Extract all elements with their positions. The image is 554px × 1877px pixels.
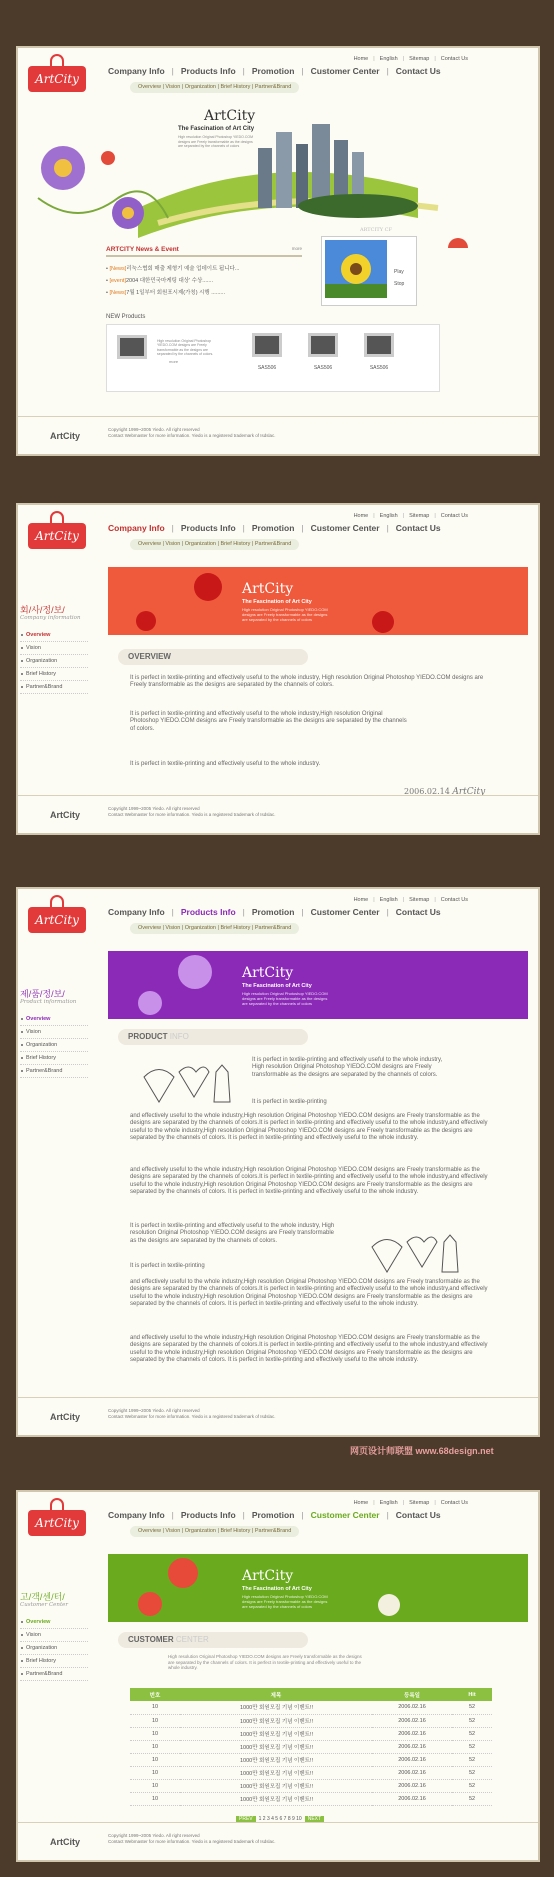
footer: [18, 416, 538, 454]
banner-title: ArtCity: [242, 1568, 294, 1584]
nav-company-info[interactable]: Company Info: [108, 523, 165, 533]
news-item[interactable]: • [News]7월 1일부터 회원포시제(가칭) 시행 .........: [106, 290, 225, 296]
news-item[interactable]: • [event]2004 대한민국마케팅 대상' 수상.......: [106, 278, 213, 284]
column-header[interactable]: Hit: [468, 1691, 476, 1698]
news-more-link[interactable]: more: [291, 246, 302, 251]
english-link[interactable]: English: [379, 56, 398, 62]
sitemap-link[interactable]: Sitemap: [409, 513, 430, 519]
customer-panel: [16, 1490, 540, 1862]
side-menu-vision[interactable]: Vision: [20, 642, 88, 655]
table-cell: 2006.02.16: [398, 1717, 426, 1724]
footer: [18, 1822, 538, 1860]
stop-button[interactable]: Stop: [394, 281, 405, 287]
footer-brand: ArtCity: [50, 1412, 81, 1422]
side-menu-overview[interactable]: Overview: [20, 1013, 88, 1026]
section-heading: PRODUCT INFO: [118, 1029, 308, 1045]
footer-copyright: Copyright 1999~2005 Yiedo. All right reserved Contact Webmaster for more information. Yiedo is a registered trademark of Isdslac.: [108, 806, 276, 817]
side-menu-vision[interactable]: Vision: [20, 1026, 88, 1039]
nav-contact-us[interactable]: Contact Us: [395, 907, 441, 917]
products-banner: [108, 951, 528, 1019]
table-cell: 52: [468, 1717, 476, 1724]
overview-date: 2006.02.14 ArtCity: [404, 787, 486, 797]
side-menu-organization[interactable]: Organization: [20, 655, 88, 668]
side-menu: [20, 1013, 88, 1078]
english-link[interactable]: English: [379, 897, 398, 903]
watermark: 网页设计师联盟 www.68design.net: [350, 1446, 494, 1456]
table-cell: 52: [468, 1782, 476, 1789]
product-intro: It is perfect in textile-printing and effectively useful to the whole industry, High resolution Original Photoshop YIEDO.COM designs are Freely transformable as the designs are separated by the channels of colors.: [252, 1057, 443, 1078]
side-menu: [20, 1616, 88, 1681]
table-cell: 2006.02.16: [398, 1730, 426, 1737]
logo[interactable]: ArtCity: [28, 1498, 86, 1538]
nav-company-info[interactable]: Company Info: [108, 66, 165, 76]
product-intro: It is perfect in textile-printing: [252, 1099, 327, 1105]
play-button[interactable]: Play: [394, 269, 404, 275]
cf-video[interactable]: [321, 236, 417, 306]
side-menu-brief-history[interactable]: Brief History: [20, 668, 88, 681]
table-cell: 10: [151, 1704, 159, 1711]
product-paragraph: and effectively useful to the whole industry,High resolution Original Photoshop YIEDO.COM designs are Freely transformable as the designs are separated by the channels of colors.It is perfect in textile-printing and effectively useful to the whole industry,and effectively useful to the whole industry,High resolution Original Photoshop YIEDO.COM designs are Freely transformable as the designs are separated by the channels of colors. It is perfect in textile-printing and effectively useful to the whole industry.: [130, 1335, 488, 1364]
table-row[interactable]: [130, 1714, 492, 1727]
banner-subtitle: The Fascination of Art City: [242, 599, 312, 605]
home-panel: [16, 46, 540, 456]
top-links: Home | English | Sitemap | Contact Us: [353, 513, 468, 519]
overview-paragraph: It is perfect in textile-printing and effectively useful to the whole industry, High resolution Original Photoshop YIEDO.COM designs are Freely transformable as the designs are separated by the channels of colors.: [130, 675, 484, 689]
nav-promotion[interactable]: Promotion: [251, 1510, 295, 1520]
nav-customer-center[interactable]: Customer Center: [310, 66, 380, 76]
nav-contact-us[interactable]: Contact Us: [395, 66, 441, 76]
table-cell: 52: [468, 1743, 476, 1750]
top-links: Home | English | Sitemap | Contact Us: [353, 897, 468, 903]
nav-products-info[interactable]: Products Info: [180, 1510, 236, 1520]
table-row[interactable]: [130, 1701, 492, 1714]
notice-rows: [130, 1701, 492, 1805]
nav-customer-center[interactable]: Customer Center: [310, 907, 380, 917]
company-panel: [16, 503, 540, 835]
product-image[interactable]: [117, 335, 147, 359]
banner-subtitle: The Fascination of Art City: [242, 1586, 312, 1592]
side-title: 제/품/정/보/: [20, 989, 65, 999]
table-cell[interactable]: 1000만 회원모집 기념 이벤트!!: [240, 1770, 314, 1777]
table-cell: 10: [151, 1717, 159, 1724]
table-cell[interactable]: 1000만 회원모집 기념 이벤트!!: [240, 1783, 314, 1790]
side-menu: [20, 629, 88, 694]
product-paragraph: and effectively useful to the whole industry,High resolution Original Photoshop YIEDO.COM designs are Freely transformable as the designs are separated by the channels of colors.It is perfect in textile-printing and effectively useful to the whole industry,and effectively useful to the whole industry,High resolution Original Photoshop YIEDO.COM designs are Freely transformable as the designs are separated by the channels of colors. It is perfect in textile-printing and effectively useful to the whole industry.: [130, 1279, 488, 1308]
company-banner: [108, 567, 528, 635]
contact-link[interactable]: Contact Us: [440, 513, 468, 519]
banner-text: High resolution Original Photoshop YIEDO.COM designs are Freely transformable as the designs are separated by the channels of colors: [242, 1594, 328, 1609]
table-cell: 2006.02.16: [398, 1782, 426, 1789]
main-nav: Company Info | Products Info | Promotion | Customer Center | Contact Us: [108, 907, 441, 917]
side-menu-partner-brand[interactable]: Partner&Brand: [20, 681, 88, 694]
nav-promotion[interactable]: Promotion: [251, 907, 295, 917]
table-row[interactable]: [130, 1753, 492, 1766]
contact-link[interactable]: Contact Us: [440, 1500, 468, 1506]
side-menu-partner-brand[interactable]: Partner&Brand: [20, 1065, 88, 1078]
sub-nav[interactable]: Overview | Vision | Organization | Brief History | Partner&Brand: [130, 1526, 299, 1537]
prev-button[interactable]: PREV: [236, 1816, 256, 1822]
footer-copyright: Copyright 1999~2005 Yiedo. All right reserved Contact Webmaster for more information. Yiedo is a registered trademark of Isdslac.: [108, 427, 276, 438]
table-cell: 2006.02.16: [398, 1704, 426, 1711]
table-cell[interactable]: 1000만 회원모집 기념 이벤트!!: [240, 1731, 314, 1738]
hero-subtitle: The Fascination of Art City: [178, 126, 255, 132]
side-menu-vision[interactable]: Vision: [20, 1629, 88, 1642]
overview-paragraph: It is perfect in textile-printing and effectively useful to the whole industry,High resolution Original Photoshop YIEDO.COM designs are Freely transformable as the designs are separated by the channels of colors.: [130, 711, 407, 732]
column-header[interactable]: 번호: [149, 1692, 161, 1699]
logo[interactable]: ArtCity: [28, 511, 86, 551]
table-cell: 52: [468, 1795, 476, 1802]
table-cell: 10: [151, 1730, 159, 1737]
home-link[interactable]: Home: [353, 56, 369, 62]
nav-products-info[interactable]: Products Info: [180, 907, 236, 917]
main-nav: Company Info | Products Info | Promotion | Customer Center | Contact Us: [108, 1510, 441, 1520]
contact-link[interactable]: Contact Us: [440, 897, 468, 903]
next-button[interactable]: NEXT: [305, 1816, 324, 1822]
side-menu-organization[interactable]: Organization: [20, 1642, 88, 1655]
nav-company-info[interactable]: Company Info: [108, 1510, 165, 1520]
side-menu-partner-brand[interactable]: Partner&Brand: [20, 1668, 88, 1681]
home-link[interactable]: Home: [353, 1500, 369, 1506]
news-item[interactable]: • [News]리눅스협회 매출 제형기 예술 업데이트 됩니다...: [106, 266, 240, 272]
table-cell: 2006.02.16: [398, 1769, 426, 1776]
main-nav: Company Info | Products Info | Promotion | Customer Center | Contact Us: [108, 523, 441, 533]
table-row[interactable]: [130, 1727, 492, 1740]
hero-text: High resolution Original Photoshop YIEDO.COM designs are Freely transformable as the designs are separated by the channels of colors: [178, 135, 254, 148]
side-menu-brief-history[interactable]: Brief History: [20, 1052, 88, 1065]
footer-copyright: Copyright 1999~2005 Yiedo. All right reserved Contact Webmaster for more information. Yiedo is a registered trademark of Isdslac.: [108, 1408, 276, 1419]
hero-illustration: [18, 88, 518, 248]
product-sketch-image: [134, 1057, 234, 1109]
products-box: [106, 324, 440, 392]
table-cell: 2006.02.16: [398, 1743, 426, 1750]
logo[interactable]: ArtCity: [28, 54, 86, 94]
section-heading: CUSTOMER CENTER: [118, 1632, 308, 1648]
home-link[interactable]: Home: [353, 897, 369, 903]
nav-contact-us[interactable]: Contact Us: [395, 523, 441, 533]
banner-subtitle: The Fascination of Art City: [242, 983, 312, 989]
product-paragraph: and effectively useful to the whole industry,High resolution Original Photoshop YIEDO.COM designs are Freely transformable as the designs are separated by the channels of colors.It is perfect in textile-printing and effectively useful to the whole industry,and effectively useful to the whole industry,High resolution Original Photoshop YIEDO.COM designs are Freely transformable as the designs are separated by the channels of colors. It is perfect in textile-printing and effectively useful to the whole industry.: [130, 1167, 488, 1196]
footer-brand: ArtCity: [50, 1837, 81, 1847]
sub-nav[interactable]: Overview | Vision | Organization | Brief History | Partner&Brand: [130, 82, 299, 93]
nav-promotion[interactable]: Promotion: [251, 523, 295, 533]
table-row[interactable]: [130, 1740, 492, 1753]
top-links: Home | English | Sitemap | Contact Us: [353, 56, 468, 62]
table-cell[interactable]: 1000만 회원모집 기념 이벤트!!: [240, 1718, 314, 1725]
side-subtitle: Customer Center: [20, 1602, 69, 1608]
table-cell: 52: [468, 1704, 476, 1711]
footer-brand: ArtCity: [50, 431, 81, 441]
table-cell: 10: [151, 1795, 159, 1802]
product-item[interactable]: SAS506: [359, 333, 399, 371]
banner-text: High resolution Original Photoshop YIEDO.COM designs are Freely transformable as the designs are separated by the channels of colors: [242, 607, 328, 622]
banner-title: ArtCity: [242, 965, 294, 981]
side-title: 회/사/정/보/: [20, 605, 65, 615]
main-nav: Company Info | Products Info | Promotion | Customer Center | Contact Us: [108, 66, 441, 76]
column-header[interactable]: 제목: [270, 1692, 282, 1699]
side-subtitle: Product information: [20, 999, 77, 1005]
sub-nav[interactable]: Overview | Vision | Organization | Brief History | Partner&Brand: [130, 539, 299, 550]
nav-customer-center[interactable]: Customer Center: [310, 523, 380, 533]
home-link[interactable]: Home: [353, 513, 369, 519]
table-cell: 10: [151, 1782, 159, 1789]
nav-company-info[interactable]: Company Info: [108, 907, 165, 917]
side-menu-organization[interactable]: Organization: [20, 1039, 88, 1052]
table-cell: 2006.02.16: [398, 1756, 426, 1763]
hero-title: ArtCity: [204, 108, 256, 124]
table-cell[interactable]: 1000만 회원모집 기념 이벤트!!: [240, 1705, 314, 1712]
nav-products-info[interactable]: Products Info: [180, 66, 236, 76]
nav-contact-us[interactable]: Contact Us: [395, 1510, 441, 1520]
product-sketch-image: [362, 1227, 462, 1279]
table-cell: 10: [151, 1743, 159, 1750]
table-cell: 52: [468, 1730, 476, 1737]
footer-brand: ArtCity: [50, 810, 81, 820]
product-paragraph: It is perfect in textile-printing: [130, 1263, 205, 1269]
product-item[interactable]: SAS506: [247, 333, 287, 371]
section-heading: OVERVIEW: [118, 649, 308, 665]
banner-title: ArtCity: [242, 581, 294, 597]
table-cell: 2006.02.16: [398, 1795, 426, 1802]
english-link[interactable]: English: [379, 513, 398, 519]
sitemap-link[interactable]: Sitemap: [409, 56, 430, 62]
side-menu-brief-history[interactable]: Brief History: [20, 1655, 88, 1668]
footer: [18, 1397, 538, 1435]
side-subtitle: Company information: [20, 615, 81, 621]
nav-customer-center[interactable]: Customer Center: [310, 1510, 380, 1520]
column-header[interactable]: 등록일: [404, 1692, 420, 1699]
sitemap-link[interactable]: Sitemap: [409, 1500, 430, 1506]
banner-text: High resolution Original Photoshop YIEDO.COM designs are Freely transformable as the designs are separated by the channels of colors: [242, 991, 328, 1006]
nav-products-info[interactable]: Products Info: [180, 523, 236, 533]
customer-banner: [108, 1554, 528, 1622]
product-description: High resolution Original Photoshop YIEDO.COM designs are Freely transformable as the designs are separated by the channels of colors.: [157, 339, 214, 356]
logo[interactable]: ArtCity: [28, 895, 86, 935]
contact-link[interactable]: Contact Us: [440, 56, 468, 62]
new-products-title: NEW Products: [106, 314, 146, 320]
nav-promotion[interactable]: Promotion: [251, 66, 295, 76]
top-links: Home | English | Sitemap | Contact Us: [353, 1500, 468, 1506]
news-title: ARTCITY News & Event: [106, 246, 179, 253]
products-panel: [16, 887, 540, 1437]
footer-copyright: Copyright 1999~2005 Yiedo. All right reserved Contact Webmaster for more information. Yiedo is a registered trademark of Isdslac.: [108, 1833, 276, 1844]
product-more-link[interactable]: more: [169, 359, 179, 364]
table-cell: 52: [468, 1756, 476, 1763]
page-numbers[interactable]: 1 2 3 4 5 6 7 8 9 10: [258, 1816, 302, 1822]
artcity-cf-label: ARTCITY CF: [360, 227, 392, 233]
table-row[interactable]: [130, 1766, 492, 1779]
table-cell[interactable]: 1000만 회원모집 기념 이벤트!!: [240, 1796, 314, 1803]
sub-nav[interactable]: Overview | Vision | Organization | Brief History | Partner&Brand: [130, 923, 299, 934]
side-menu-overview[interactable]: Overview: [20, 629, 88, 642]
product-paragraph: It is perfect in textile-printing and effectively useful to the whole industry, High resolution Original Photoshop YIEDO.COM designs are Freely transformable as the designs are separated by the channels of colors.: [130, 1223, 335, 1244]
product-item[interactable]: SAS506: [303, 333, 343, 371]
table-row[interactable]: [130, 1792, 492, 1805]
side-title: 고/객/센/터/: [20, 1592, 65, 1602]
table-cell: 10: [151, 1756, 159, 1763]
product-paragraph: and effectively useful to the whole industry,High resolution Original Photoshop YIEDO.COM designs are Freely transformable as the designs are separated by the channels of colors.It is perfect in textile-printing and effectively useful to the whole industry,and effectively useful to the whole industry,High resolution Original Photoshop YIEDO.COM designs are Freely transformable as the designs are separated by the channels of colors. It is perfect in textile-printing and effectively useful to the whole industry.: [130, 1113, 488, 1142]
hero-art: [18, 88, 518, 248]
table-cell: 10: [151, 1769, 159, 1776]
table-cell: 52: [468, 1769, 476, 1776]
table-cell[interactable]: 1000만 회원모집 기념 이벤트!!: [240, 1757, 314, 1764]
english-link[interactable]: English: [379, 1500, 398, 1506]
notice-table: [130, 1688, 492, 1806]
table-row[interactable]: [130, 1779, 492, 1792]
sitemap-link[interactable]: Sitemap: [409, 897, 430, 903]
overview-paragraph: It is perfect in textile-printing and effectively useful to the whole industry.: [130, 761, 321, 767]
customer-intro: High resolution Original Photoshop YIEDO.COM designs are Freely transformable as the designs are separated by the channels of colors. It is perfect in textile-printing and effectively useful to the whole industry.: [168, 1654, 362, 1670]
side-menu-overview[interactable]: Overview: [20, 1616, 88, 1629]
news-section: [106, 246, 302, 299]
footer: [18, 795, 538, 833]
table-cell[interactable]: 1000만 회원모집 기념 이벤트!!: [240, 1744, 314, 1751]
